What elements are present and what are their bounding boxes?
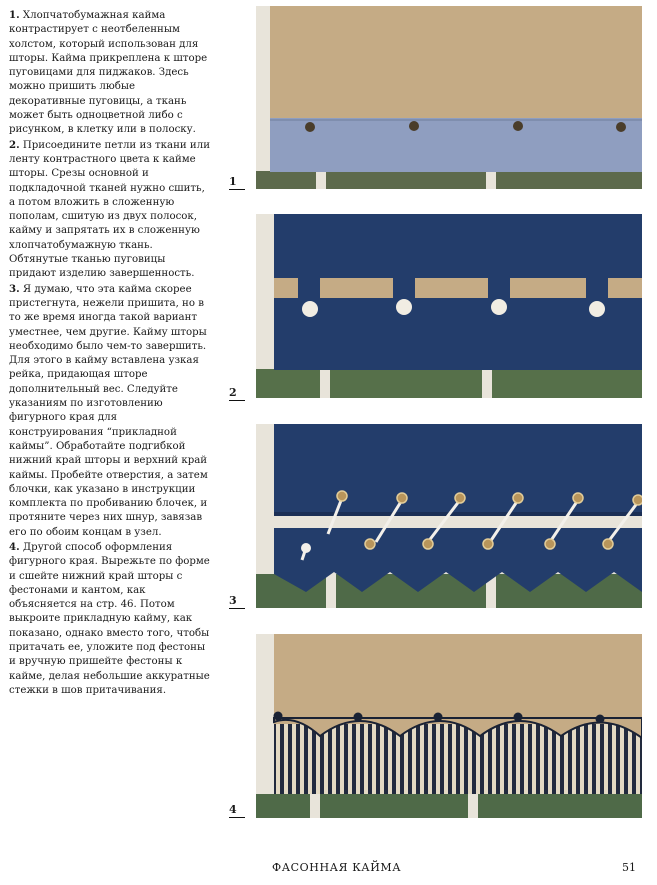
- photo-navy-shade-eyelets-cord: [256, 424, 642, 608]
- photo-scalloped-shade-striped-border: [256, 634, 642, 818]
- figure-1-photo: [256, 6, 642, 189]
- paragraph-3: 3. Я думаю, что эта кайма скорее пристегнута, нежели пришита, но в то же время иногда такой вариант уместнее, чем другие. Кайму шторы необходимо было чем-то завершить. Для этого в кайму вставлена узкая рейка, придающая шторе дополнительный вес. Следуйте указаниям по изготовлению фигурного края для конструирования “прикладной каймы”. Обработайте подгибкой нижний край шторы и верхний край каймы. Пробейте отверстия, а затем блочки, как указано в инструкции комплекта по пробиванию блочек, и протяните через них шнур, завязав его по обоим концам в узел.: [9, 282, 208, 538]
- paragraph-2: 2. Присоедините петли из ткани или ленту контрастного цвета к кайме шторы. Срезы основной и подкладочной тканей нужно сшить, а потом вложить в сложенную пополам, сшитую из двух полосок, кайму и запрятать их в сложенную хлопчатобумажную ткань. Обтянутые тканью пуговицы придают изделию завершенность.: [9, 138, 210, 280]
- paragraph-1: 1. Хлопчатобумажная кайма контрастирует с неотбеленным холстом, который использован для шторы. Кайма прикреплена к шторе пуговицами для пиджаков. Здесь можно пришить любые декоративные пуговицы, а ткань может быть одноцветной либо с рисунком, в клетку или в полоску.: [9, 9, 208, 136]
- figure-1-label: 1: [229, 175, 245, 190]
- footer-section-title: ФАСОННАЯ КАЙМА: [272, 861, 402, 874]
- figure-2-label: 2: [229, 386, 245, 401]
- article-text: [9, 8, 214, 698]
- photo-navy-shade-tab-loops: [256, 214, 642, 398]
- figure-4-label: 4: [229, 803, 245, 818]
- figure-2-photo: [256, 214, 642, 398]
- figure-4-photo: [256, 634, 642, 818]
- paragraph-4: 4. Другой способ оформления фигурного края. Вырежьте по форме и сшейте нижний край шторы с фестонами и кантом, как объясняется на стр. 46. Потом выкроите прикладную кайму, как показано, однако вместо того, чтобы притачать ее, уложите под фестоны и вручную пришейте фестоны к кайме, делая небольшие аккуратные стежки в шов притачивания.: [9, 540, 210, 696]
- figure-3-photo: [256, 424, 642, 608]
- page-number: 51: [622, 861, 636, 874]
- figure-3-label: 3: [229, 594, 245, 609]
- photo-canvas-shade-buttoned-border: [256, 6, 642, 189]
